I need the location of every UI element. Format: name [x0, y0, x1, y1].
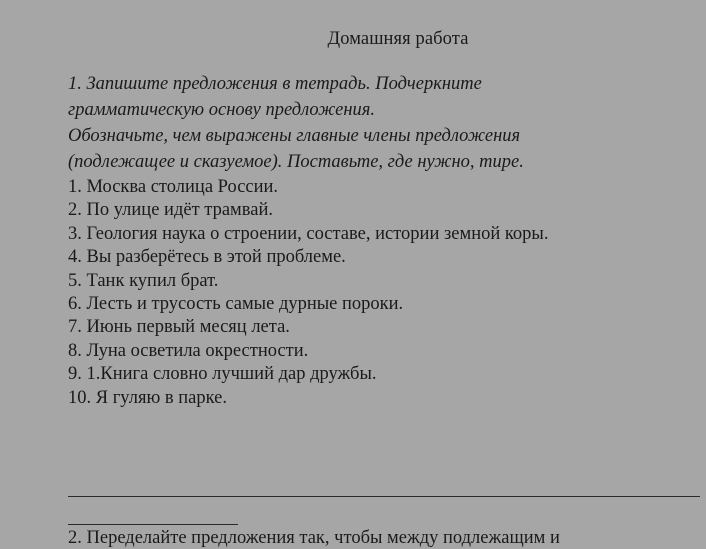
instruction-line: грамматическую основу предложения.	[68, 100, 376, 120]
list-item: 9. 1.Книга словно лучший дар дружбы.	[68, 364, 377, 385]
list-item: 8. Луна осветила окрестности.	[68, 340, 309, 361]
instruction-line: (подлежащее и сказуемое). Поставьте, где нужно, тире.	[68, 152, 524, 172]
page-title: Домашняя работа	[327, 29, 469, 49]
task-1-instructions	[68, 71, 698, 175]
list-item: 6. Лесть и трусость самые дурные пороки.	[68, 294, 404, 315]
list-item: 4. Вы разберётесь в этой проблеме.	[68, 247, 346, 268]
instruction-line: Обозначьте, чем выражены главные члены предложения	[68, 126, 521, 146]
list-item: 7. Июнь первый месяц лета.	[68, 317, 290, 338]
sentence-list	[68, 176, 698, 410]
instruction-line: 1. Запишите предложения в тетрадь. Подчеркните	[68, 74, 482, 94]
answer-line-short	[68, 524, 238, 525]
answer-line-long	[68, 496, 700, 497]
list-item: 10. Я гуляю в парке.	[68, 387, 228, 408]
list-item: 3. Геология наука о строении, составе, истории земной коры.	[68, 223, 549, 244]
list-item: 1. Москва столица России.	[68, 177, 279, 197]
task-2-heading-partial: 2. Переделайте предложения так, чтобы между подлежащим и	[68, 528, 560, 548]
list-item: 2. По улице идёт трамвай.	[68, 200, 273, 221]
list-item: 5. Танк купил брат.	[68, 270, 219, 291]
